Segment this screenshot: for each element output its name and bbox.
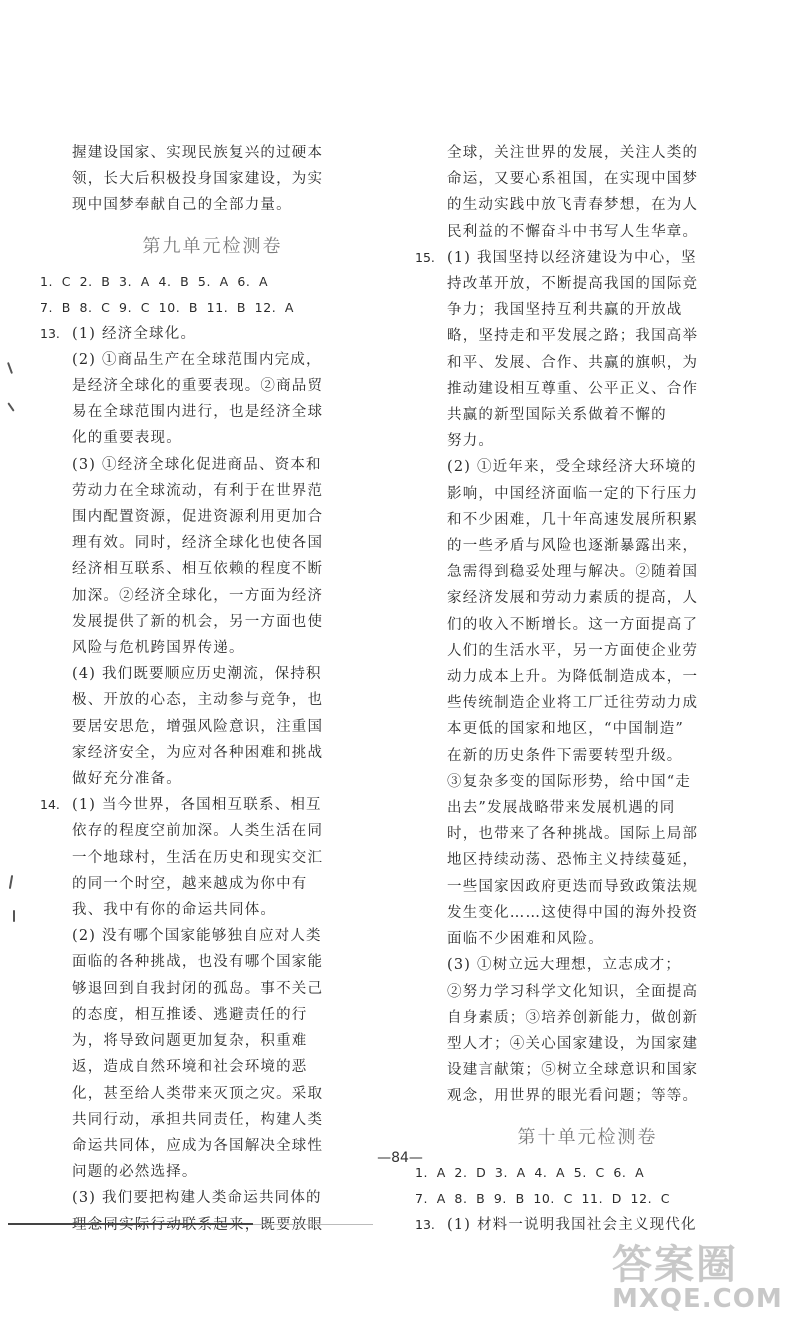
text-line: 全球，关注世界的发展，关注人类的 xyxy=(447,145,699,161)
text-line: 和平、发展、合作、共赢的旗帜，为 xyxy=(447,354,699,371)
text-line: (2) 没有哪个国家能够独自应对人类 xyxy=(72,928,322,945)
text-line: 经济相互联系、相互依赖的程度不断 xyxy=(72,561,324,578)
q15-part2 xyxy=(447,454,760,952)
text-line: 理有效。同时，经济全球化也使各国 xyxy=(72,535,324,552)
scan-mark xyxy=(9,875,13,889)
text-line: ③复杂多变的国际形势，给中国“走 xyxy=(447,773,692,790)
text-line: 返，造成自然环境和社会环境的恶 xyxy=(72,1059,308,1076)
text-line: 要居安思危，增强风险意识，注重国 xyxy=(72,718,324,735)
intro-paragraph xyxy=(40,140,385,219)
text-line: (4) 我们既要顺应历史潮流，保持积 xyxy=(72,666,322,683)
scan-mark xyxy=(7,402,14,411)
page-number: —84— xyxy=(377,1150,423,1166)
text-line: (3) ①经济全球化促进商品、资本和 xyxy=(72,456,322,473)
text-line: 动力成本上升。为降低制造成本，一 xyxy=(447,669,699,686)
text-line: 的同一个时空，越来越成为你中有 xyxy=(72,875,308,892)
text-line: 自身素质；③培养创新能力，做创新 xyxy=(447,1009,699,1026)
answer-row: 7. A 8. B 9. B 10. C 11. D 12. C xyxy=(415,1190,671,1206)
text-line: (1) 我国坚持以经济建设为中心，坚 xyxy=(447,249,697,266)
question-number: 13. xyxy=(415,1216,435,1232)
text-line: 持改革开放，不断提高我国的国际竞 xyxy=(447,276,699,293)
text-line: (1) 经济全球化。 xyxy=(72,325,197,342)
q13-part2 xyxy=(72,347,385,452)
text-line: 在新的历史条件下需要转型升级。 xyxy=(447,747,683,764)
text-line: 民利益的不懈奋斗中书写人生华章。 xyxy=(447,223,699,240)
text-line: 易在全球范围内进行，也是经济全球 xyxy=(72,404,324,421)
text-line: (2) ①近年来，受全球经济大环境的 xyxy=(447,459,697,476)
text-line: 极、开放的心态，主动参与竞争，也 xyxy=(72,692,324,709)
question-13 xyxy=(40,321,385,793)
text-line: 共赢的新型国际关系做着不懈的 xyxy=(447,407,667,424)
unit9-answers xyxy=(40,269,385,321)
text-line: 发生变化……这使得中国的海外投资 xyxy=(447,904,699,921)
text-line: 共同行动，承担共同责任，构建人类 xyxy=(72,1111,324,1128)
watermark-line2: MXQE.COM xyxy=(612,1284,783,1314)
text-line: (1) 材料一说明我国社会主义现代化 xyxy=(447,1216,697,1233)
unit10-answers xyxy=(415,1160,760,1212)
text-line: 够退回到自我封闭的孤岛。事不关己 xyxy=(72,980,324,997)
answer-row: 7. B 8. C 9. C 10. B 11. B 12. A xyxy=(40,299,295,315)
text-line: 做好充分准备。 xyxy=(72,771,182,788)
text-line: 现中国梦奉献自己的全部力量。 xyxy=(72,197,292,214)
text-line: 命运共同体，应成为各国解决全球性 xyxy=(72,1137,324,1154)
text-line: 家经济安全，为应对各种困难和挑战 xyxy=(72,744,324,761)
q13-part4 xyxy=(72,661,385,792)
text-line: 本更低的国家和地区，“中国制造” xyxy=(447,721,685,738)
footer-rule-faint xyxy=(253,1224,373,1225)
text-line: 一个地球村，生活在历史和现实交汇 xyxy=(72,849,324,866)
question-number: 15. xyxy=(415,249,435,265)
text-line: 面临的各种挑战，也没有哪个国家能 xyxy=(72,954,324,971)
text-line: 我、我中有你的命运共同体。 xyxy=(72,902,277,919)
text-line: 的生动实践中放飞青春梦想，在为人 xyxy=(447,197,699,214)
answer-row: 1. C 2. B 3. A 4. B 5. A 6. A xyxy=(40,273,269,289)
footer-rule xyxy=(8,1223,253,1225)
text-line: 设建言献策；⑤树立全球意识和国家 xyxy=(447,1062,699,1079)
text-line: 略，坚持走和平发展之路；我国高举 xyxy=(447,328,699,345)
text-line: 们的收入不断增长。这一方面提高了 xyxy=(447,616,699,633)
text-line: (3) 我们要把构建人类命运共同体的 xyxy=(72,1190,322,1207)
text-line: 推动建设相互尊重、公平正义、合作 xyxy=(447,380,699,397)
q15-part1 xyxy=(447,245,760,455)
unit10-title: 第十单元检测卷 xyxy=(517,1126,658,1148)
text-line: 化的重要表现。 xyxy=(72,430,182,447)
text-line: 劳动力在全球流动，有利于在世界范 xyxy=(72,482,324,499)
text-line: (2) ①商品生产在全球范围内完成， xyxy=(72,351,322,368)
watermark-line1: 答案圈 xyxy=(612,1242,738,1288)
text-line: 问题的必然选择。 xyxy=(72,1164,198,1181)
text-line: 加深。②经济全球化，一方面为经济 xyxy=(72,587,324,604)
text-line: ②努力学习科学文化知识，全面提高 xyxy=(447,983,699,1000)
question-number: 13. xyxy=(40,325,60,341)
text-line: 努力。 xyxy=(447,433,495,450)
text-line: 领，长大后积极投身国家建设，为实 xyxy=(72,171,324,188)
text-line: 人们的生活水平，另一方面使企业劳 xyxy=(447,642,699,659)
q14-continued xyxy=(415,140,760,245)
question-number: 14. xyxy=(40,797,60,813)
left-column xyxy=(40,140,385,1238)
q14-part1 xyxy=(72,792,385,923)
text-line: 地区持续动荡、恐怖主义持续蔓延， xyxy=(447,852,699,869)
text-line: 围内配置资源，促进资源利用更加合 xyxy=(72,509,324,526)
scan-mark xyxy=(7,362,13,374)
text-line: 急需得到稳妥处理与解决。②随着国 xyxy=(447,564,699,581)
text-line: 为，将导致问题更加复杂，积重难 xyxy=(72,1033,308,1050)
question-15 xyxy=(415,245,760,1110)
text-line: 的一些矛盾与风险也逐渐暴露出来， xyxy=(447,538,699,555)
text-line: 影响，中国经济面临一定的下行压力 xyxy=(447,485,699,502)
text-line: (1) 当今世界，各国相互联系、相互 xyxy=(72,797,322,814)
text-line: 是经济全球化的重要表现。②商品贸 xyxy=(72,378,324,395)
text-line: 时，也带来了各种挑战。国际上局部 xyxy=(447,826,699,843)
text-line: 命运，又要心系祖国，在实现中国梦 xyxy=(447,171,699,188)
text-line: 出去”发展战略带来发展机遇的同 xyxy=(447,800,676,817)
text-line: 的态度，相互推诿、逃避责任的行 xyxy=(72,1006,308,1023)
answer-row: 1. A 2. D 3. A 4. A 5. C 6. A xyxy=(415,1164,645,1180)
text-line: 风险与危机跨国界传递。 xyxy=(72,640,245,657)
text-line: 家经济发展和劳动力素质的提高，人 xyxy=(447,590,699,607)
text-line: 些传统制造企业将工厂迁往劳动力成 xyxy=(447,695,699,712)
text-line: 握建设国家、实现民族复兴的过硬本 xyxy=(72,145,324,161)
right-column xyxy=(415,140,760,1238)
watermark-logo xyxy=(612,1242,783,1314)
question-14 xyxy=(40,792,385,1237)
text-line: 发展提供了新的机会，另一方面也使 xyxy=(72,613,324,630)
scan-mark xyxy=(13,910,15,922)
q15-part3 xyxy=(447,952,760,1109)
q14-part2 xyxy=(72,923,385,1185)
q14-part3 xyxy=(72,1185,385,1237)
q13-part3 xyxy=(72,452,385,662)
unit9-title: 第九单元检测卷 xyxy=(142,235,283,257)
text-line: 和不少困难，几十年高速发展所积累 xyxy=(447,511,699,528)
text-line: 面临不少困难和风险。 xyxy=(447,931,604,948)
question-13-unit10 xyxy=(415,1212,760,1238)
text-line: 化，甚至给人类带来灭顶之灾。采取 xyxy=(72,1085,324,1102)
text-line: (3) ①树立远大理想，立志成才； xyxy=(447,957,682,974)
text-line: 争力；我国坚持互利共赢的开放战 xyxy=(447,302,683,319)
text-line: 型人才；④关心国家建设，为国家建 xyxy=(447,1035,699,1052)
text-line: 一些国家因政府更迭而导致政策法规 xyxy=(447,878,699,895)
text-line: 依存的程度空前加深。人类生活在同 xyxy=(72,823,324,840)
text-line: 观念，用世界的眼光看问题；等等。 xyxy=(447,1088,699,1105)
